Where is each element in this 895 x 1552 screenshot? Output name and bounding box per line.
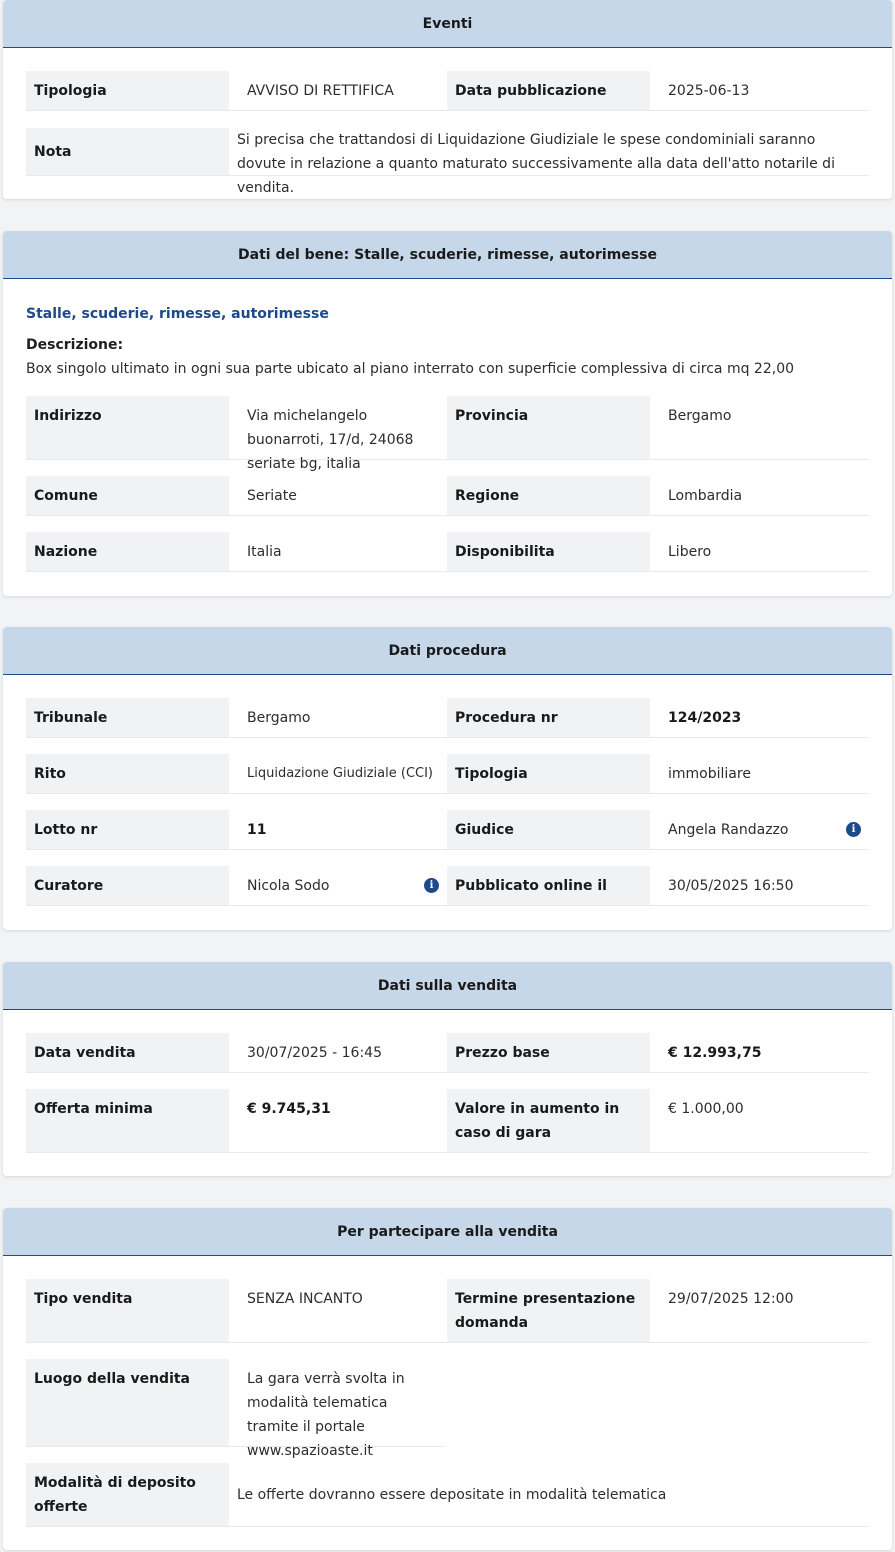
data-pubblicazione-value: 2025-06-13 bbox=[668, 82, 750, 99]
procedura-row-lotto bbox=[26, 810, 869, 850]
termine-label: Termine presentazione domanda bbox=[447, 1279, 650, 1342]
vendita-card bbox=[3, 962, 892, 1176]
tribunale-value: Bergamo bbox=[247, 709, 311, 726]
disponibilita-value: Libero bbox=[668, 543, 712, 560]
pubblicato-value: 30/05/2025 16:50 bbox=[668, 877, 794, 894]
tribunale-label: Tribunale bbox=[26, 698, 229, 737]
rito-value: Liquidazione Giudiziale (CCI) bbox=[247, 766, 433, 781]
vendita-row-data bbox=[26, 1033, 869, 1073]
luogo-label: Luogo della vendita bbox=[26, 1359, 229, 1446]
deposito-value: Le offerte dovranno essere depositate in modalità telematica bbox=[237, 1486, 667, 1503]
regione-value: Lombardia bbox=[668, 487, 743, 504]
valore-aumento-label: Valore in aumento in caso di gara bbox=[447, 1089, 650, 1152]
curatore-label: Curatore bbox=[26, 866, 229, 905]
bene-row-indirizzo bbox=[26, 396, 869, 472]
provincia-value: Bergamo bbox=[668, 408, 732, 424]
procedura-nr-value: 124/2023 bbox=[668, 709, 742, 726]
disponibilita-label: Disponibilita bbox=[447, 532, 650, 571]
partecipare-row-luogo bbox=[26, 1359, 445, 1459]
procedura-row-curatore bbox=[26, 866, 869, 906]
offerta-minima-value: € 9.745,31 bbox=[247, 1101, 331, 1117]
descrizione-value: Box singolo ultimato in ogni sua parte ubicato al piano interrato con superficie complessiva di circa mq 22,00 bbox=[26, 361, 795, 377]
tipologia-procedura-value: immobiliare bbox=[668, 765, 751, 782]
provincia-label: Provincia bbox=[447, 396, 650, 459]
partecipare-row-tipo bbox=[26, 1279, 869, 1343]
procedura-row-tribunale bbox=[26, 698, 869, 738]
procedura-card bbox=[3, 627, 892, 930]
bene-subtitle: Stalle, scuderie, rimesse, autorimesse bbox=[26, 306, 329, 322]
comune-value: Seriate bbox=[247, 487, 297, 504]
pubblicato-label: Pubblicato online il bbox=[447, 866, 650, 905]
valore-aumento-value: € 1.000,00 bbox=[668, 1101, 744, 1117]
descrizione-label: Descrizione: bbox=[26, 337, 124, 353]
comune-label: Comune bbox=[26, 476, 229, 515]
partecipare-card bbox=[3, 1208, 892, 1550]
indirizzo-value: Via michelangelo buonarroti, 17/d, 24068 seriate bg, italia bbox=[247, 408, 414, 472]
tipo-vendita-label: Tipo vendita bbox=[26, 1279, 229, 1342]
nota-label: Nota bbox=[26, 128, 229, 175]
deposito-label: Modalità di deposito offerte bbox=[26, 1463, 229, 1526]
partecipare-row-deposito bbox=[26, 1463, 869, 1527]
nota-value: Si precisa che trattandosi di Liquidazione Giudiziale le spese condominiali saranno dovute in relazione a quanto maturato successivamente alla data dell'atto notarile di vendita. bbox=[237, 132, 835, 196]
tipologia-procedura-label: Tipologia bbox=[447, 754, 650, 793]
bene-row-nazione bbox=[26, 532, 869, 572]
tipologia-value: AVVISO DI RETTIFICA bbox=[247, 82, 394, 99]
data-vendita-value: 30/07/2025 - 16:45 bbox=[247, 1044, 382, 1061]
prezzo-base-value: € 12.993,75 bbox=[668, 1044, 762, 1061]
data-vendita-label: Data vendita bbox=[26, 1033, 229, 1072]
luogo-value: La gara verrà svolta in modalità telematica tramite il portale www.spazioaste.it bbox=[247, 1371, 405, 1459]
eventi-row-nota bbox=[26, 128, 869, 196]
offerta-minima-label: Offerta minima bbox=[26, 1089, 229, 1152]
partecipare-header: Per partecipare alla vendita bbox=[3, 1208, 892, 1256]
rito-label: Rito bbox=[26, 754, 229, 793]
eventi-header: Eventi bbox=[3, 0, 892, 48]
nazione-value: Italia bbox=[247, 543, 282, 560]
eventi-row-tipologia bbox=[26, 71, 869, 111]
termine-value: 29/07/2025 12:00 bbox=[668, 1291, 794, 1307]
regione-label: Regione bbox=[447, 476, 650, 515]
giudice-info-icon[interactable]: i bbox=[846, 822, 861, 837]
curatore-value: Nicola Sodo bbox=[247, 877, 330, 894]
indirizzo-label: Indirizzo bbox=[26, 396, 229, 459]
data-pubblicazione-label: Data pubblicazione bbox=[447, 71, 650, 110]
bene-row-comune bbox=[26, 476, 869, 516]
bene-card bbox=[3, 231, 892, 596]
bene-header: Dati del bene: Stalle, scuderie, rimesse, autorimesse bbox=[3, 231, 892, 279]
prezzo-base-label: Prezzo base bbox=[447, 1033, 650, 1072]
lotto-label: Lotto nr bbox=[26, 810, 229, 849]
nazione-label: Nazione bbox=[26, 532, 229, 571]
giudice-value: Angela Randazzo bbox=[668, 821, 789, 838]
procedura-row-rito bbox=[26, 754, 869, 794]
procedura-nr-label: Procedura nr bbox=[447, 698, 650, 737]
procedura-header: Dati procedura bbox=[3, 627, 892, 675]
giudice-label: Giudice bbox=[447, 810, 650, 849]
vendita-row-offerta bbox=[26, 1089, 869, 1153]
tipo-vendita-value: SENZA INCANTO bbox=[247, 1291, 363, 1307]
curatore-info-icon[interactable]: i bbox=[424, 878, 439, 893]
tipologia-label: Tipologia bbox=[26, 71, 229, 110]
eventi-card bbox=[3, 0, 892, 199]
vendita-header: Dati sulla vendita bbox=[3, 962, 892, 1010]
lotto-value: 11 bbox=[247, 821, 267, 838]
